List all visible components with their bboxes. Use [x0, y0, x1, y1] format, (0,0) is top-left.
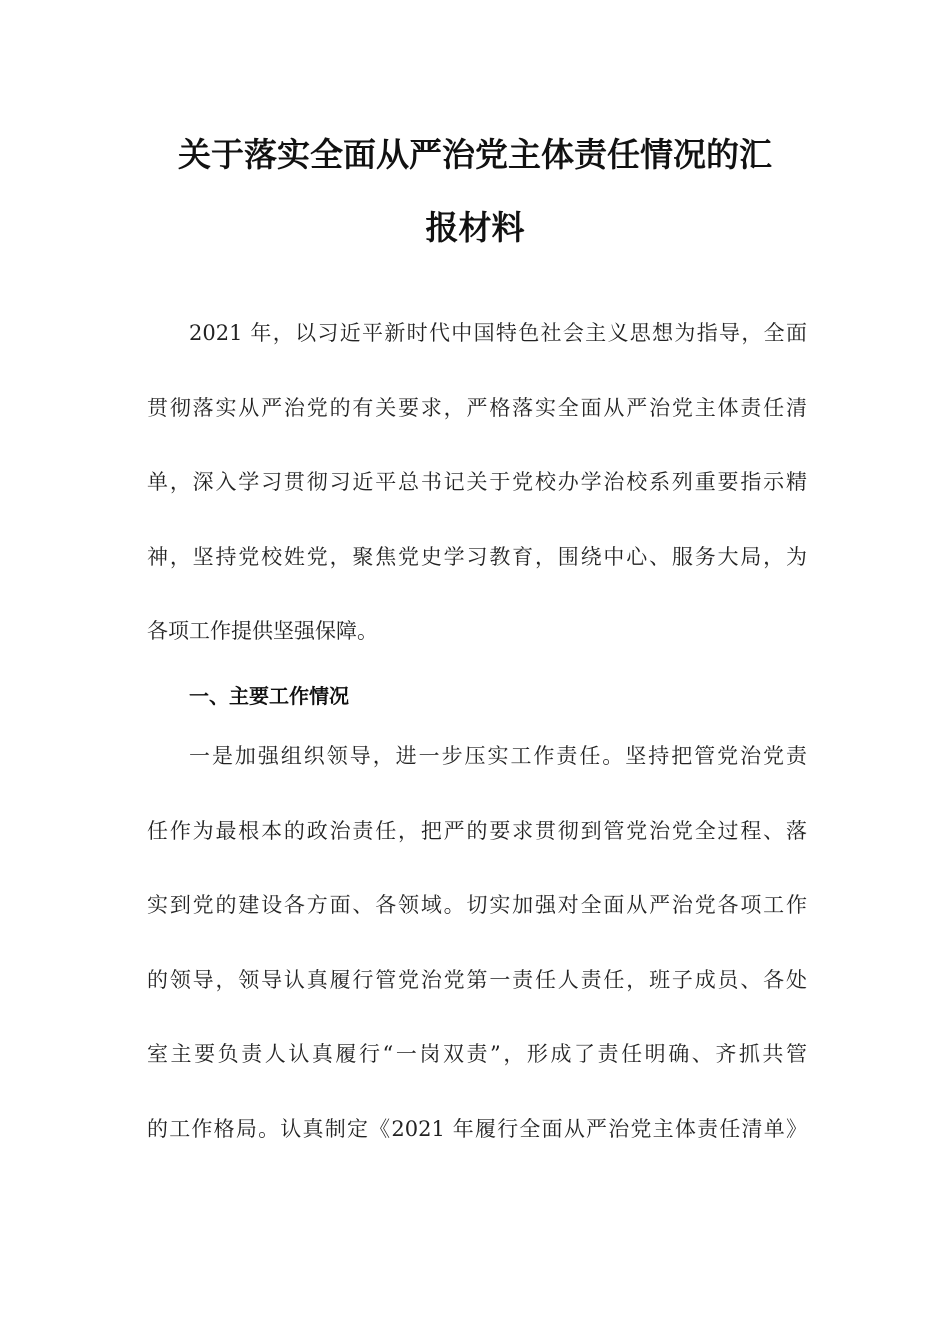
- document-title-line-1: 关于落实全面从严治党主体责任情况的汇: [178, 135, 772, 174]
- paragraph-1-line-5: 各项工作提供坚强保障。: [147, 619, 378, 643]
- section-heading: 一、主要工作情况: [189, 684, 349, 708]
- paragraph-1-line-2: 贯彻落实从严治党的有关要求，严格落实全面从严治党主体责任清: [147, 396, 807, 420]
- document-title-line-2: 报材料: [425, 208, 525, 247]
- paragraph-2-line-5: 室主要负责人认真履行“一岗双责”，形成了责任明确、齐抓共管: [147, 1042, 807, 1066]
- paragraph-2-line-1: 一是加强组织领导，进一步压实工作责任。坚持把管党治党责: [189, 744, 807, 768]
- paragraph-1-line-1: 2021 年，以习近平新时代中国特色社会主义思想为指导，全面: [189, 321, 807, 345]
- paragraph-2-line-4: 的领导，领导认真履行管党治党第一责任人责任，班子成员、各处: [147, 968, 807, 992]
- paragraph-1-line-4: 神，坚持党校姓党，聚焦党史学习教育，围绕中心、服务大局，为: [147, 545, 807, 569]
- paragraph-2-line-6: 的工作格局。认真制定《2021 年履行全面从严治党主体责任清单》: [147, 1117, 807, 1141]
- paragraph-2-line-3: 实到党的建设各方面、各领域。切实加强对全面从严治党各项工作: [147, 893, 807, 917]
- paragraph-1-line-3: 单，深入学习贯彻习近平总书记关于党校办学治校系列重要指示精: [147, 470, 807, 494]
- paragraph-2-line-2: 任作为最根本的政治责任，把严的要求贯彻到管党治党全过程、落: [147, 819, 807, 843]
